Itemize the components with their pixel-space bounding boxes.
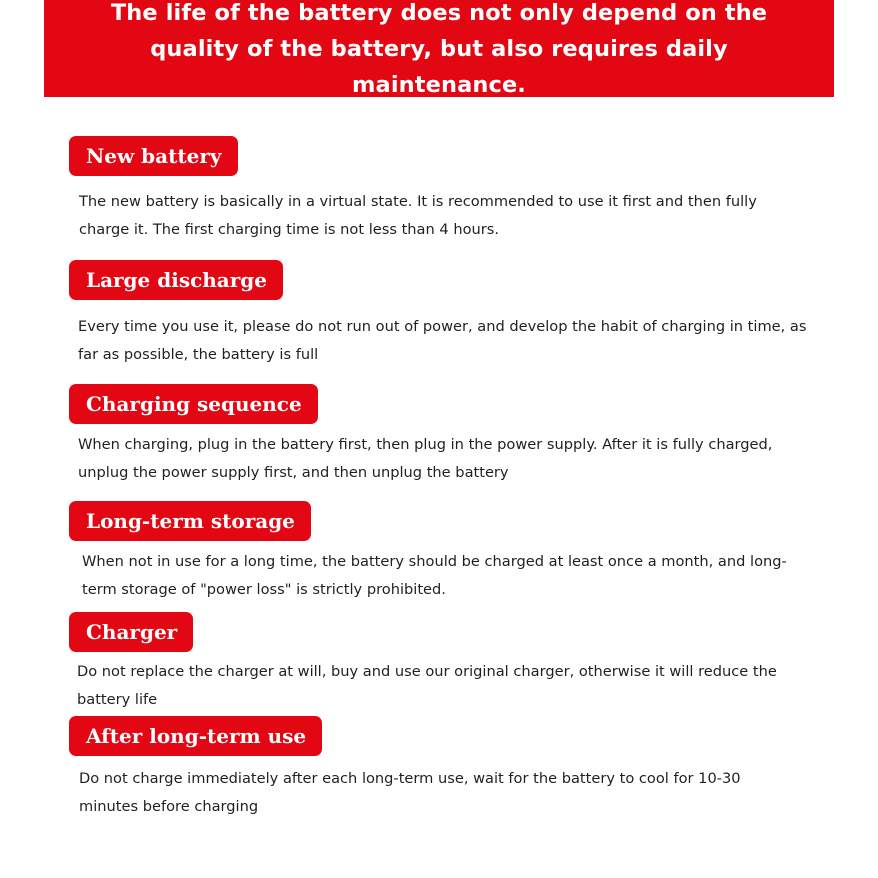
section-heading: After long-term use	[69, 716, 322, 756]
section-long-term-storage	[69, 501, 809, 598]
section-charging-sequence	[69, 384, 809, 481]
header-banner	[44, 0, 834, 97]
section-text: When charging, plug in the battery first, then plug in the power supply. After it is fully charged, unplug the power supply first, and then unplug the battery	[78, 436, 773, 481]
section-heading: Charging sequence	[69, 384, 318, 424]
section-text: Every time you use it, please do not run out of power, and develop the habit of charging in time, as far as possible, the battery is full	[78, 318, 807, 363]
section-text: When not in use for a long time, the battery should be charged at least once a month, and long-term storage of "power loss" is strictly prohibited.	[82, 553, 787, 598]
section-new-battery	[69, 136, 809, 238]
section-heading: New battery	[69, 136, 238, 176]
section-heading: Charger	[69, 612, 193, 652]
section-text: The new battery is basically in a virtual state. It is recommended to use it first and then fully charge it. The first charging time is not less than 4 hours.	[79, 193, 757, 238]
section-heading: Long-term storage	[69, 501, 311, 541]
section-text: Do not replace the charger at will, buy and use our original charger, otherwise it will reduce the battery life	[77, 663, 777, 708]
section-text: Do not charge immediately after each long-term use, wait for the battery to cool for 10-30 minutes before charging	[79, 770, 741, 815]
section-after-long-term-use	[69, 716, 809, 815]
section-heading: Large discharge	[69, 260, 283, 300]
banner-title: The life of the battery does not only depend on the quality of the battery, but also requires daily maintenance.	[110, 0, 768, 98]
section-charger	[69, 612, 809, 708]
section-large-discharge	[69, 260, 809, 363]
